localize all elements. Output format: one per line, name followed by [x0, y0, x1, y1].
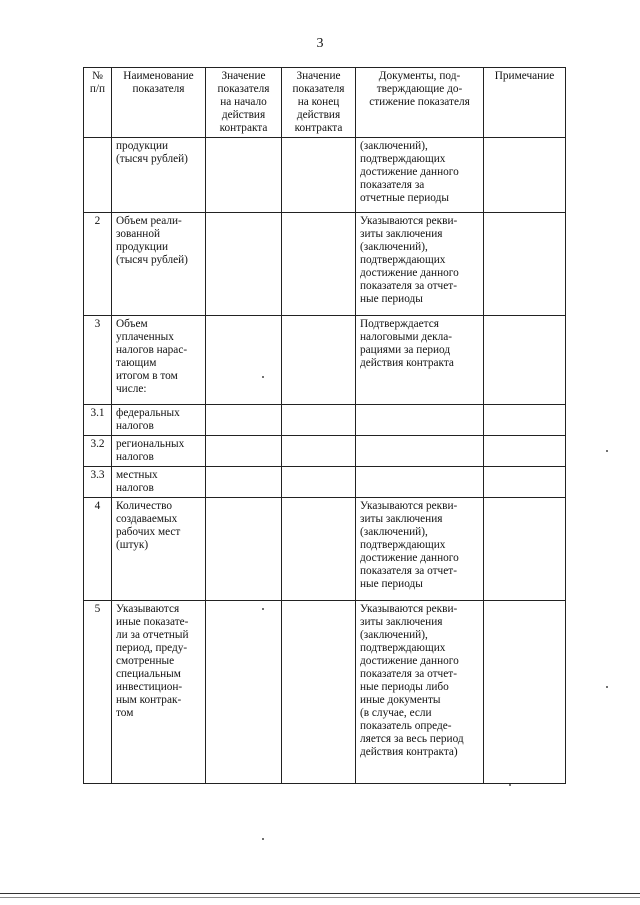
start-value — [206, 467, 282, 498]
note — [484, 601, 566, 784]
indicator-name: местных налогов — [112, 467, 206, 498]
start-value — [206, 601, 282, 784]
end-value — [282, 467, 356, 498]
supporting-documents — [356, 405, 484, 436]
start-value — [206, 213, 282, 316]
table-row — [84, 405, 566, 436]
table-row — [84, 498, 566, 601]
table-row — [84, 138, 566, 213]
note — [484, 467, 566, 498]
table-row — [84, 601, 566, 784]
start-value — [206, 405, 282, 436]
note — [484, 138, 566, 213]
end-value — [282, 601, 356, 784]
header-number: № п/п — [84, 68, 112, 138]
row-number: 3.2 — [84, 436, 112, 467]
end-value — [282, 213, 356, 316]
supporting-documents — [356, 467, 484, 498]
scan-speck — [509, 784, 511, 786]
page-number: 3 — [316, 36, 324, 51]
table-row — [84, 316, 566, 405]
row-number: 3.1 — [84, 405, 112, 436]
indicator-name: Объем реали- зованной продукции (тысяч рублей) — [112, 213, 206, 316]
end-value — [282, 316, 356, 405]
supporting-documents — [356, 436, 484, 467]
scan-edge-line — [0, 893, 640, 894]
indicator-name: Указываются иные показате- ли за отчетный период, преду- смотренные специальным инвестицион- ным контрак- том — [112, 601, 206, 784]
row-number: 2 — [84, 213, 112, 316]
supporting-documents: Указываются рекви- зиты заключения (заключений), подтверждающих достижение данного показателя за отчет- ные периоды — [356, 213, 484, 316]
note — [484, 498, 566, 601]
indicator-name: продукции (тысяч рублей) — [112, 138, 206, 213]
indicator-name: Количество создаваемых рабочих мест (штук) — [112, 498, 206, 601]
row-number: 5 — [84, 601, 112, 784]
header-end-value: Значение показателя на конец действия контракта — [282, 68, 356, 138]
header-note: Примечание — [484, 68, 566, 138]
supporting-documents: Указываются рекви- зиты заключения (заключений), подтверждающих достижение данного показателя за отчет- ные периоды либо иные документы (в случае, если показатель опреде- ляется за весь период действия контракта) — [356, 601, 484, 784]
start-value — [206, 436, 282, 467]
header-indicator-name: Наименование показателя — [112, 68, 206, 138]
end-value — [282, 436, 356, 467]
table-row — [84, 467, 566, 498]
row-number — [84, 138, 112, 213]
table-row — [84, 436, 566, 467]
scan-edge-line — [0, 897, 640, 898]
table-row — [84, 213, 566, 316]
supporting-documents: Подтверждается налоговыми декла- рациями за период действия контракта — [356, 316, 484, 405]
scan-speck — [606, 450, 608, 452]
note — [484, 405, 566, 436]
scan-speck — [262, 838, 264, 840]
scan-speck — [606, 686, 608, 688]
start-value — [206, 316, 282, 405]
supporting-documents: (заключений), подтверждающих достижение данного показателя за отчетные периоды — [356, 138, 484, 213]
scan-speck — [262, 376, 264, 378]
row-number: 3.3 — [84, 467, 112, 498]
indicator-name: региональных налогов — [112, 436, 206, 467]
end-value — [282, 498, 356, 601]
start-value — [206, 138, 282, 213]
scan-speck — [262, 608, 264, 610]
end-value — [282, 405, 356, 436]
indicators-table — [83, 67, 566, 784]
start-value — [206, 498, 282, 601]
note — [484, 316, 566, 405]
indicator-name: Объем уплаченных налогов нарас- тающим итогом в том числе: — [112, 316, 206, 405]
row-number: 3 — [84, 316, 112, 405]
table-header-row — [84, 68, 566, 138]
row-number: 4 — [84, 498, 112, 601]
supporting-documents: Указываются рекви- зиты заключения (заключений), подтверждающих достижение данного показателя за отчет- ные периоды — [356, 498, 484, 601]
end-value — [282, 138, 356, 213]
note — [484, 436, 566, 467]
note — [484, 213, 566, 316]
header-start-value: Значение показателя на начало действия контракта — [206, 68, 282, 138]
indicator-name: федеральных налогов — [112, 405, 206, 436]
header-supporting-documents: Документы, под- тверждающие до- стижение показателя — [356, 68, 484, 138]
